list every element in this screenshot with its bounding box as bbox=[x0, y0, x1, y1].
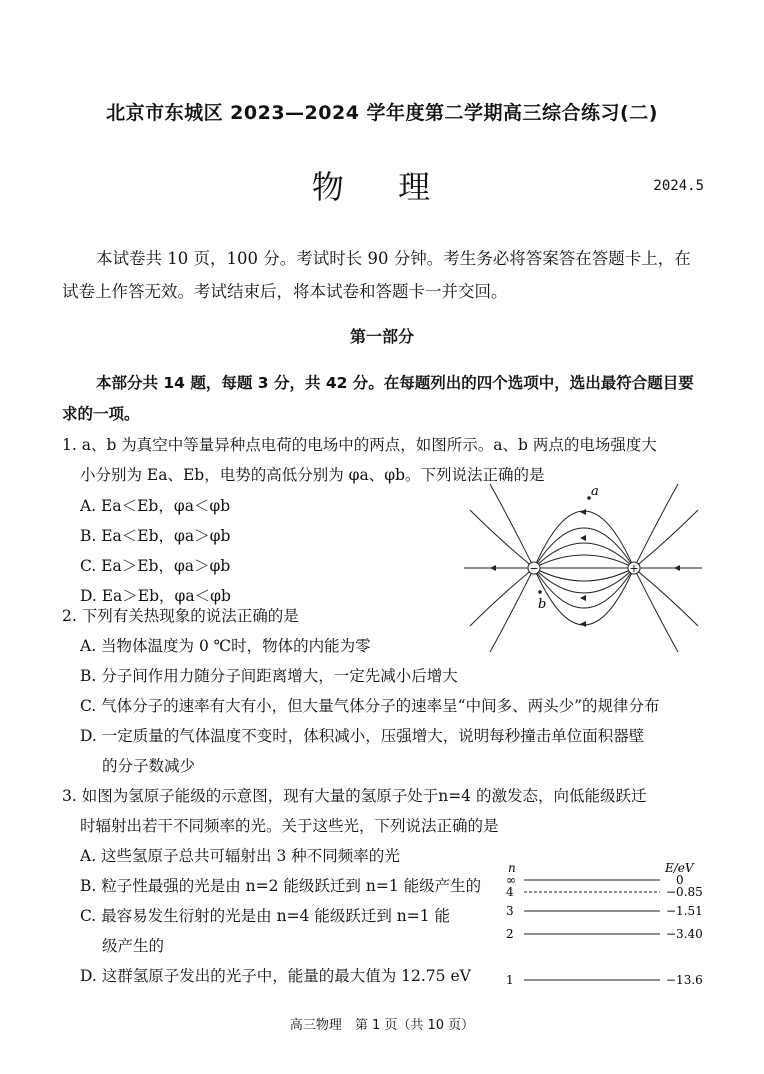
q3-option-d: D. 这群氢原子发出的光子中，能量的最大值为 12.75 eV bbox=[80, 967, 471, 985]
electric-field-diagram bbox=[460, 480, 706, 656]
level-e-2: −3.40 bbox=[666, 927, 703, 941]
q2-option-d: D. 一定质量的气体温度不变时，体积减小，压强增大，说明每秒撞击单位面积器壁 bbox=[80, 727, 645, 745]
label-a: a bbox=[591, 484, 599, 499]
q2-stem: 2. 下列有关热现象的说法正确的是 bbox=[62, 607, 299, 625]
q2-option-d-cont: 的分子数减少 bbox=[102, 757, 196, 775]
part-description bbox=[62, 368, 704, 430]
q3-option-c: C. 最容易发生衍射的光是由 n=4 能级跃迁到 n=1 能 bbox=[80, 907, 451, 925]
level-n-inf: ∞ bbox=[506, 873, 516, 887]
level-e-3: −1.51 bbox=[666, 904, 703, 918]
q1-option-d: D. Ea＞Eb，φa＜φb bbox=[80, 587, 231, 605]
page-footer: 高三物理 第 1 页（共 10 页） bbox=[289, 1018, 475, 1033]
q2-option-a: A. 当物体温度为 0 ℃时，物体的内能为零 bbox=[80, 637, 371, 655]
level-n-2: 2 bbox=[506, 927, 514, 941]
q3-option-b: B. 粒子性最强的光是由 n=2 能级跃迁到 n=1 能级产生的 bbox=[80, 877, 482, 895]
exam-title: 北京市东城区 2023—2024 学年度第二学期高三综合练习(二) bbox=[106, 102, 658, 124]
q1-option-b: B. Ea＜Eb，φa＞φb bbox=[80, 527, 231, 545]
label-b: b bbox=[538, 597, 547, 612]
q3-option-a: A. 这些氢原子总共可辐射出 3 种不同频率的光 bbox=[80, 847, 400, 865]
point-b bbox=[538, 590, 542, 594]
q1-option-c: C. Ea＞Eb，φa＞φb bbox=[80, 557, 231, 575]
part-title: 第一部分 bbox=[349, 327, 414, 346]
q3-stem-line1: 3. 如图为氢原子能级的示意图，现有大量的氢原子处于n=4 的激发态，向低能级跃迁 bbox=[62, 787, 647, 805]
q1-stem-line1: 1. a、b 为真空中等量异种点电荷的电场中的两点，如图所示。a、b 两点的电场强度大 bbox=[62, 436, 657, 454]
q1-stem-line2: 小分别为 Ea、Eb，电势的高低分别为 φa、φb。下列说法正确的是 bbox=[80, 466, 545, 484]
positive-sign: + bbox=[629, 562, 639, 575]
q3-option-c-cont: 级产生的 bbox=[102, 937, 165, 955]
q3-stem-line2: 时辐射出若干不同频率的光。关于这些光，下列说法正确的是 bbox=[80, 817, 499, 835]
q2-option-c: C. 气体分子的速率有大有小，但大量气体分子的速率呈“中间多、两头少”的规律分布 bbox=[80, 697, 660, 715]
energy-level-diagram bbox=[500, 858, 710, 994]
level-e-1: −13.6 bbox=[666, 973, 703, 987]
level-n-1: 1 bbox=[506, 973, 514, 987]
level-n-3: 3 bbox=[506, 904, 514, 918]
q1-option-a: A. Ea＜Eb，φa＜φb bbox=[80, 497, 231, 515]
level-e-inf: 0 bbox=[676, 873, 684, 887]
intro-text bbox=[62, 242, 704, 308]
exam-date: 2024.5 bbox=[653, 178, 704, 194]
intro-content: 本试卷共 10 页，100 分。考试时长 90 分钟。考生务必将答案答在答题卡上，在试卷上作答无效。考试结束后，将本试卷和答题卡一并交回。 bbox=[62, 249, 691, 301]
e-header: E/eV bbox=[665, 861, 694, 875]
part-desc-content: 本部分共 14 题，每题 3 分，共 42 分。在每题列出的四个选项中，选出最符合题目要求的一项。 bbox=[62, 374, 694, 423]
level-e-4: −0.85 bbox=[666, 885, 703, 899]
subject-title: 物 理 bbox=[311, 168, 453, 206]
negative-sign: − bbox=[529, 562, 539, 575]
q2-option-b: B. 分子间作用力随分子间距离增大，一定先减小后增大 bbox=[80, 667, 458, 685]
n-header: n bbox=[508, 861, 516, 875]
level-n-4: 4 bbox=[506, 885, 514, 899]
